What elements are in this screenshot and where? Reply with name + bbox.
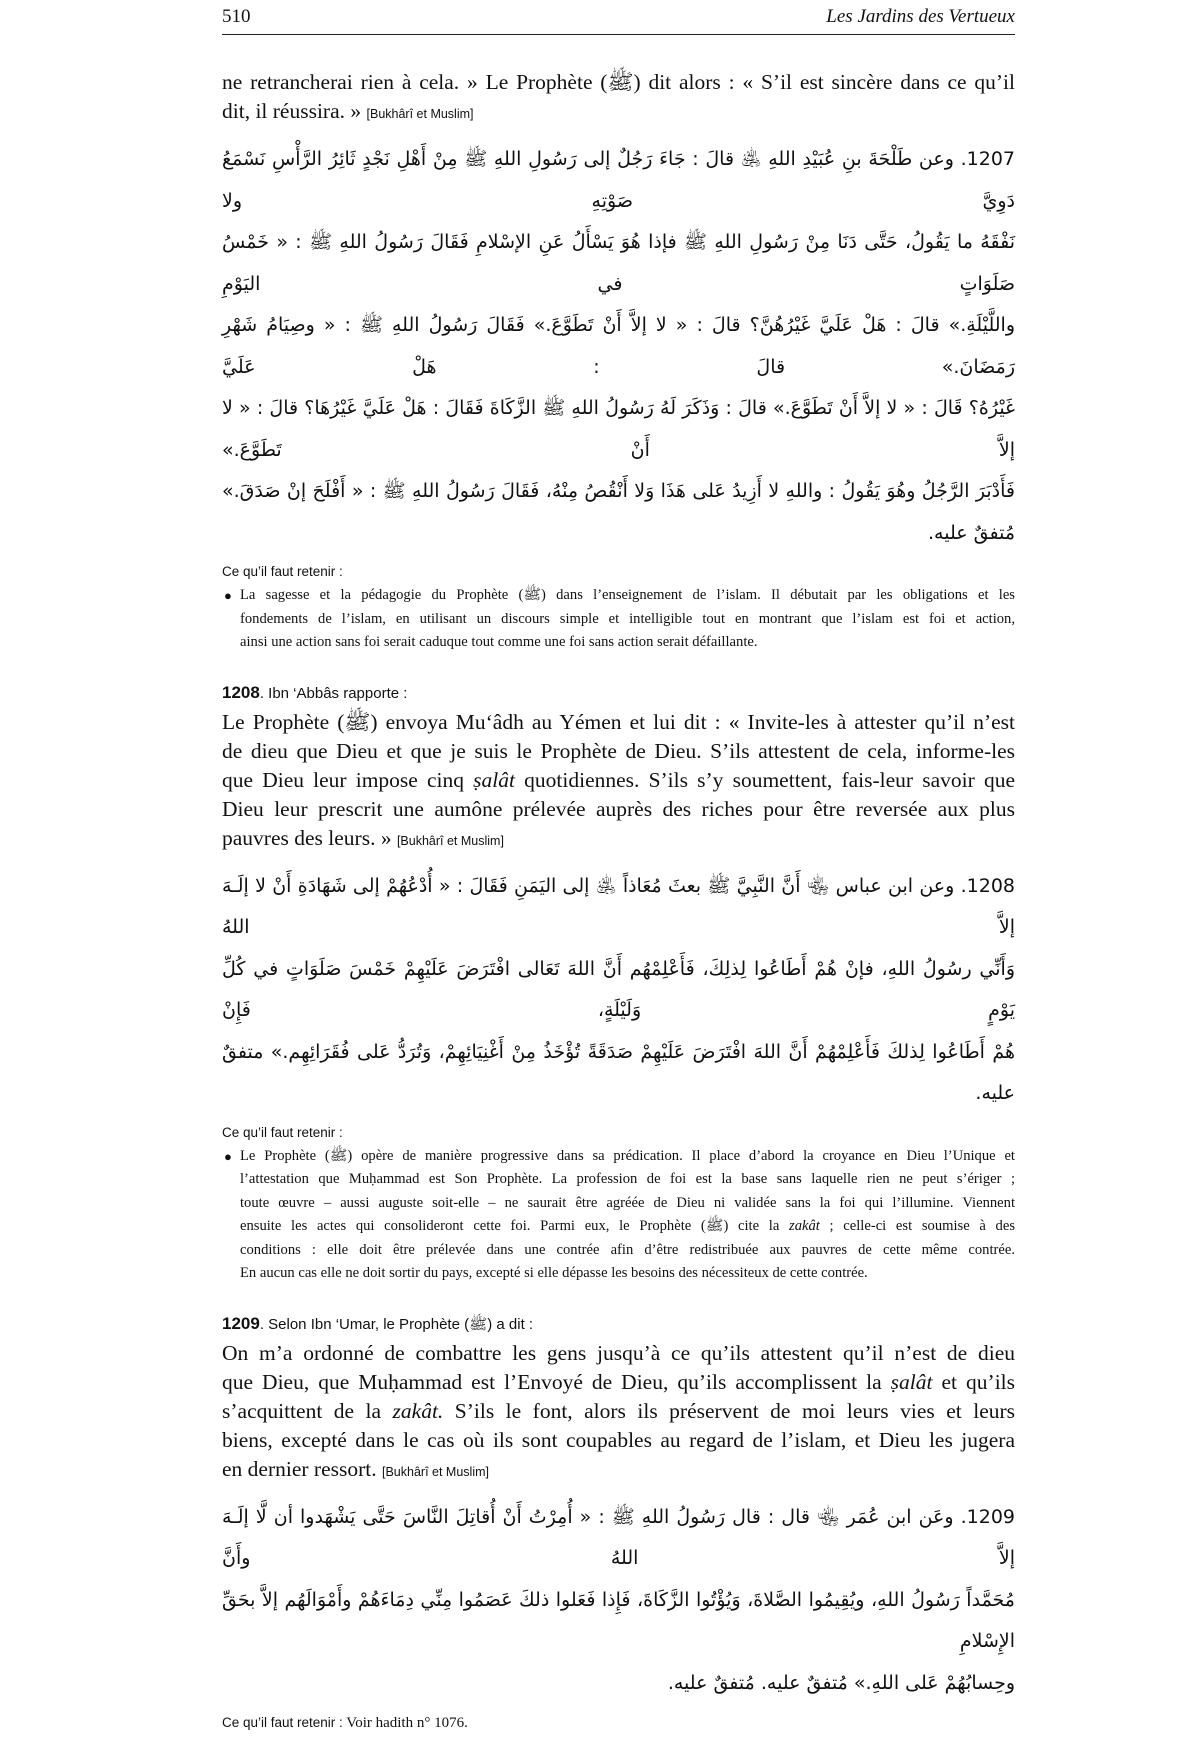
text-segment: pauvres des leurs. »	[222, 825, 397, 850]
text-segment: que Dieu leur impose cinq	[222, 767, 474, 792]
arabic-line: غَيْرُهُ؟ قَالَ : « لا إلاَّ أَنْ تَطَوَّعَ.» قالَ : وَذَكَرَ لَهُ رَسُولُ اللهِ ﷺ الزَّكَاةَ فَقَالَ : هَلْ عَلَيَّ غَيْرُهَا؟ قالَ : « لا إلاَّ أَنْ تَطَوَّعَ.»	[222, 397, 1015, 461]
text-line	[240, 1145, 1015, 1169]
retain-label-1207: Ce qu’il faut retenir :	[222, 564, 343, 579]
arabic-line: مُحَمَّداً رَسُولُ اللهِ، ويُقِيمُوا الصَّلاةَ، وَيُؤْتُوا الزَّكَاةَ، فَإِذا فَعَلوا ذلكَ عَصَمُوا مِنِّي دِمَاءَهُمْ وأَمْوَالَهُم إلاَّ بحَقِّ الإِسْلامِ	[222, 1588, 1015, 1652]
text-segment: S’ils le font, alors ils préservent de moi leurs vies et leurs	[443, 1398, 1016, 1423]
bullet-icon: ●	[224, 588, 232, 603]
hadith-number: 1209	[222, 1313, 260, 1333]
arabic-hadith-1209	[222, 1497, 1015, 1705]
italic-term: zakât.	[392, 1398, 444, 1423]
retain-1209	[222, 1712, 1015, 1734]
text-segment: biens, excepté dans le cas où ils sont coupables au regard de l’islam, et Dieu les jugera	[222, 1427, 1015, 1452]
text-line	[222, 1368, 1015, 1397]
arabic-line: واللَّيْلَةِ.» قالَ : هَلْ عَلَيَّ غَيْرُهُنَّ؟ قالَ : « لا إلاَّ أَنْ تَطَوَّعَ.» فَقَالَ رَسُولُ اللهِ ﷺ : « وصِيَامُ شَهْرِ رَمَضَانَ.» قالَ : هَلْ عَلَيَّ	[222, 314, 1015, 378]
text-line	[240, 631, 1015, 655]
hadith-narrator: . Ibn ‘Abbâs rapporte :	[259, 684, 408, 702]
text-segment: l’attestation que Muḥammad est Son Prophète. La profession de foi est la base sans laquelle rien ne peut s’ériger ;	[240, 1171, 1015, 1187]
text-segment: s’acquittent de la	[222, 1398, 393, 1423]
text-segment: fondements de l’islam, en utilisant un discours simple et intelligible tout en montrant que l’islam est foi et action,	[240, 610, 1015, 627]
arabic-line: وَأَنِّي رسُولُ اللهِ، فإنْ هُمْ أَطَاعُوا لِذلِكَ، فَأَعْلِمْهُم أَنَّ اللهَ تَعَالى افْتَرَضَ عَلَيْهِمْ خَمْسَ صَلَوَاتٍ في كُلِّ يَوْمٍ وَلَيْلَةٍ، فَإِنْ	[222, 957, 1015, 1021]
page-number: 510	[222, 6, 251, 27]
arabic-line: 1209. وعَن ابن عُمَر ﵄ قال : قال رَسُولُ اللهِ ﷺ : « أُمِرْتُ أَنْ أُقاتِلَ النَّاسَ حَتَّى يَشْهَدوا أن لَّا إلَـهَ إلاَّ اللهُ وأَنَّ	[222, 1505, 1015, 1569]
text-line	[222, 766, 1015, 795]
text-segment: Dieu leur prescrit une aumône prélevée auprès des riches pour être reversée aux plus	[222, 796, 1015, 821]
text-segment: toute œuvre – aussi auguste soit-elle – ne saurait être agréée de Dieu ni validée sans la foi qui l’illumine. Viennent	[240, 1194, 1015, 1211]
text-segment: ; celle-ci est soumise à des	[819, 1218, 1016, 1234]
retain-text-1209: Voir hadith n° 1076.	[342, 1715, 468, 1731]
intro-paragraph	[222, 68, 1015, 129]
arabic-line: 1208. وعن ابن عباس ﵄ أَنَّ النَّبِيَّ ﷺ بعثَ مُعَاذاً ﵁ إلى اليَمَنِ فَقَالَ : « أُدْعُهُمْ إلى شَهَادَةِ أَنْ لا إلَـهَ إلاَّ اللهُ	[222, 874, 1015, 938]
text-segment: dit, il réussira. »	[222, 99, 367, 123]
retain-label-1208: Ce qu’il faut retenir :	[222, 1124, 343, 1140]
retain-note-1207	[222, 584, 1015, 655]
text-segment: en dernier ressort.	[222, 1456, 382, 1481]
text-line	[222, 1426, 1015, 1455]
text-segment: Le Prophète (ﷺ) opère de manière progressive dans sa prédication. Il place d’abord la croyance en Dieu l’Unique et	[240, 1147, 1015, 1164]
arabic-line: هُمْ أَطَاعُوا لِذلكَ فَأَعْلِمْهُمْ أَنَّ اللهَ افْتَرَضَ عَلَيْهِمْ صَدَقَةً تُؤْخَذُ مِنْ أَغْنِيَائِهِمْ، وَتُرَدُّ عَلى فُقَرَائِهِم.» متفقٌ عليه.	[222, 1040, 1015, 1104]
retain-label-1209: Ce qu’il faut retenir :	[222, 1715, 343, 1730]
italic-term: ṣalât	[473, 767, 515, 792]
text-line	[240, 1215, 1015, 1239]
text-segment: conditions : elle doit être prélevée dans une contrée afin d’être redistribuée aux pauvres de cette même contrée.	[240, 1241, 1015, 1258]
source-citation: [Bukhârî et Muslim]	[366, 107, 474, 121]
hadith-narrator: . Selon Ibn ‘Umar, le Prophète (ﷺ) a dit :	[259, 1315, 534, 1333]
source-citation: [Bukhârî et Muslim]	[382, 1464, 489, 1479]
book-title: Les Jardins des Vertueux	[826, 6, 1015, 27]
text-line	[222, 68, 1015, 97]
text-line	[222, 824, 1015, 856]
text-segment: ainsi une action sans foi serait caduque tout comme une foi sans action serait défaillante.	[240, 634, 758, 650]
page-body	[222, 0, 1015, 1764]
text-segment: ensuite les actes qui consolideront cette foi. Parmi eux, le Prophète (ﷺ) cite la	[240, 1218, 790, 1234]
hadith-number: 1208	[222, 682, 260, 702]
text-line	[240, 1192, 1015, 1216]
hadith-heading-1208	[222, 681, 1015, 706]
text-line	[222, 737, 1015, 766]
arabic-line: نَفْقَهُ ما يَقُولُ، حَتَّى دَنَا مِنْ رَسُولِ اللهِ ﷺ فإذا هُوَ يَسْأَلُ عَنِ الإسْلامِ فَقَالَ رَسُولُ اللهِ ﷺ : « خَمْسُ صَلَوَاتٍ في اليَوْمِ	[222, 231, 1015, 295]
text-segment: La sagesse et la pédagogie du Prophète (ﷺ) dans l’enseignement de l’islam. Il débutait par les obligations et les	[240, 587, 1015, 603]
text-line	[222, 708, 1015, 737]
text-line	[240, 1262, 1015, 1286]
bullet-icon: ●	[224, 1148, 232, 1164]
text-line	[240, 1239, 1015, 1263]
arabic-hadith-1208	[222, 866, 1015, 1115]
text-line	[240, 584, 1015, 608]
text-line	[222, 97, 1015, 129]
hadith-heading-1209	[222, 1312, 1015, 1337]
text-line	[222, 1397, 1015, 1426]
text-segment: quotidiennes. S’ils s’y soumettent, fais-leur savoir que	[515, 767, 1015, 792]
arabic-hadith-1207	[222, 139, 1015, 554]
text-line	[222, 1339, 1015, 1368]
text-segment: ne retrancherai rien à cela. » Le Prophète (ﷺ) dit alors : « S’il est sincère dans ce qu’il	[222, 70, 1015, 94]
text-line	[240, 1168, 1015, 1192]
italic-term: ṣalât	[890, 1369, 933, 1394]
retain-note-1208	[222, 1145, 1015, 1286]
text-segment: On m’a ordonné de combattre les gens jusqu’à ce qu’ils attestent qu’il n’est de dieu	[222, 1340, 1015, 1365]
hadith-translation-1209	[222, 1339, 1015, 1487]
text-segment: que Dieu, que Muḥammad est l’Envoyé de Dieu, qu’ils accomplissent la	[222, 1369, 891, 1394]
text-line	[240, 608, 1015, 632]
arabic-line: وحِسابُهُمْ عَلى اللهِ.» مُتفقٌ عليه. مُتفقٌ عليه.	[667, 1671, 1015, 1694]
text-line	[222, 795, 1015, 824]
arabic-line: 1207. وعن طَلْحَةَ بنِ عُبَيْدِ اللهِ ﵁ قالَ : جَاءَ رَجُلٌ إلى رَسُولِ اللهِ ﷺ مِنْ أَهْلِ نَجْدٍ ثَائِرُ الرَّأْسِ نَسْمَعُ دَوِيَّ صَوْتِهِ ولا	[222, 148, 1015, 212]
source-citation: [Bukhârî et Muslim]	[396, 833, 504, 848]
text-segment: En aucun cas elle ne doit sortir du pays, excepté si elle dépasse les besoins des nécessiteux de cette contrée.	[240, 1265, 868, 1281]
italic-term: zakât	[789, 1218, 820, 1234]
text-segment: Le Prophète (ﷺ) envoya Mu‘âdh au Yémen et lui dit : « Invite-les à attester qu’il n’est	[222, 709, 1015, 734]
arabic-line: فَأَدْبَرَ الرَّجُلُ وهُوَ يَقُولُ : واللهِ لا أَزِيدُ عَلى هَذَا وَلا أَنْقُصُ مِنْهُ، فَقَالَ رَسُولُ اللهِ ﷺ : « أَفْلَحَ إنْ صَدَقَ.» مُتفقٌ عليه.	[222, 480, 1015, 544]
hadith-translation-1208	[222, 708, 1015, 856]
text-line	[222, 1455, 1015, 1487]
text-segment: et qu’ils	[932, 1369, 1016, 1394]
text-segment: de dieu que Dieu et que je suis le Prophète de Dieu. S’ils attestent de cela, informe-les	[222, 738, 1015, 763]
